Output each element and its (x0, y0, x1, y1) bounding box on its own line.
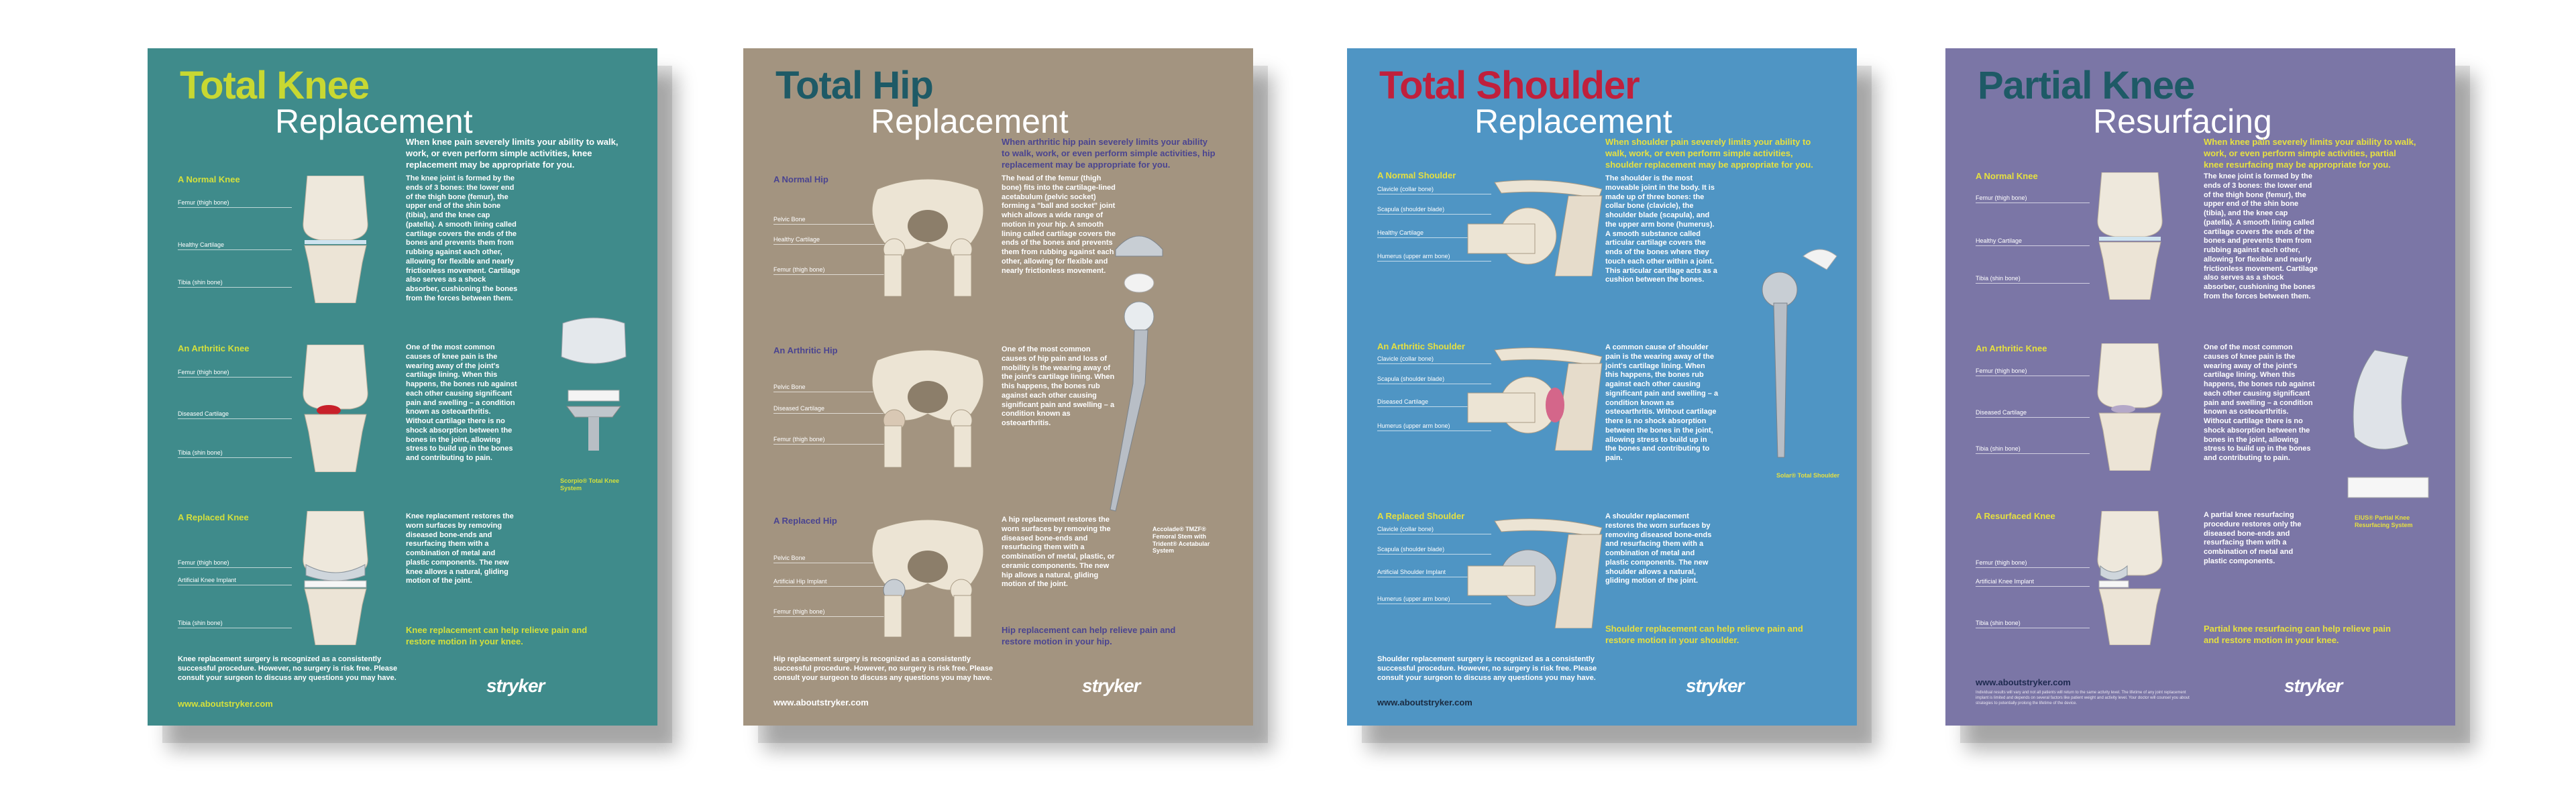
poster-subtitle: Resurfacing (2093, 103, 2272, 140)
implant-caption: Accolade® TMZF® Femoral Stem with Trident® Acetabular System (1152, 526, 1210, 555)
poster-total-hip (743, 48, 1253, 726)
poster-total-shoulder (1347, 48, 1857, 726)
anatomy-label: Tibia (shin bone) (178, 449, 292, 458)
anatomy-label: Clavicle (collar bone) (1377, 355, 1491, 364)
anatomy-label: Femur (thigh bone) (1976, 367, 2090, 376)
section-title: A Normal Knee (1976, 171, 2038, 181)
shoulder-normal-illustration (1454, 176, 1609, 276)
website-url[interactable]: www.aboutstryker.com (1976, 677, 2071, 687)
anatomy-label: Femur (thigh bone) (178, 369, 292, 378)
section-title: An Arthritic Hip (773, 345, 838, 355)
anatomy-label: Tibia (shin bone) (1976, 445, 2090, 454)
intro-text: When knee pain severely limits your ability to walk, work, or even perform simple activities, partial knee resurfacing may be appropriate for you. (2204, 137, 2416, 170)
body-text: One of the most common causes of knee pain is the wearing away of the joint's cartilage lining. When this happens, the bones rub against each other causing significant pain and swelling – a condition known as osteoarthritis. Without cartilage there is no shock absorption between the bones in the joint, allowing stress to build up in the bones and contributing to pain. (2204, 343, 2315, 462)
section-title: A Replaced Hip (773, 516, 837, 526)
knee-normal-illustration (295, 176, 376, 303)
shoulder-arthritic-illustration (1454, 343, 1609, 451)
knee-normal-illustration (2090, 172, 2170, 300)
anatomy-label: Scapula (shoulder blade) (1377, 206, 1491, 215)
closing-statement: Shoulder replacement can help relieve pain and restore motion in your shoulder. (1605, 624, 1803, 645)
body-text: Knee replacement restores the worn surfaces by removing diseased bone-ends and resurfacing them with a combination of metal and plastic components. The new knee allows a natural, gliding motion of the joint. (406, 512, 514, 585)
disclaimer: Hip replacement surgery is recognized as a consistently successful procedure. However, no surgery is risk free. Please consult your surgeon to discuss any questions you may have. (773, 655, 994, 682)
anatomy-label: Pelvic Bone (773, 216, 888, 225)
anatomy-label: Femur (thigh bone) (773, 436, 888, 445)
knee-replaced-illustration (295, 511, 376, 645)
stryker-logo: stryker (2284, 675, 2343, 696)
closing-statement: Partial knee resurfacing can help relieve pain and restore motion in your knee. (2204, 624, 2391, 645)
website-url[interactable]: www.aboutstryker.com (773, 697, 869, 707)
body-text: A common cause of shoulder pain is the wearing away of the joint's cartilage lining. When this happens, the bones rub against each other causing significant pain and swelling – a condition known as osteoarthritis. Without cartilage there is no shock absorption between the bones in the joint, allowing stress to build up in the bones and contributing to pain. (1605, 343, 1719, 462)
anatomy-label: Healthy Cartilage (1377, 229, 1491, 238)
anatomy-label: Tibia (shin bone) (178, 620, 292, 628)
anatomy-label: Healthy Cartilage (1976, 237, 2090, 246)
anatomy-label: Clavicle (collar bone) (1377, 186, 1491, 194)
fine-print: Individual results will vary and not all patients will return to the same activity level. The lifetime of any joint replacement implant is limited and depends on several factors like patient weight and activity level. Your doctor will counsel you about strategies to potentially prolong the lifetime of the device. (1976, 691, 2190, 705)
anatomy-label: Humerus (upper arm bone) (1377, 422, 1491, 431)
body-text: The shoulder is the most moveable joint in the body. It is made up of three bones: the collar bone (clavicle), the shoulder blade (scapula), and the upper arm bone (humerus). A smooth substance called articular cartilage covers the ends of the bones where they touch each other within a joint. This articular cartilage acts as a cushion between the bones. (1605, 174, 1717, 284)
knee-arthritic-illustration (295, 345, 376, 472)
anatomy-label: Diseased Cartilage (178, 410, 292, 419)
closing-statement: Hip replacement can help relieve pain and restore motion in your hip. (1002, 625, 1176, 646)
body-text: The knee joint is formed by the ends of 3 bones: the lower end of the thigh bone (femur), the upper end of the shin bone (tibia), and the knee cap (patella). A smooth lining called cartilage covers the ends of the bones and prevents them from rubbing against each other, allowing for flexible and nearly frictionless movement. Cartilage also serves as a shock absorber, cushioning the bones from the forces between them. (406, 174, 520, 302)
knee-arthritic-illustration (2090, 343, 2170, 471)
anatomy-label: Femur (thigh bone) (178, 559, 292, 568)
poster-partial-knee (1945, 48, 2455, 726)
poster-subtitle: Replacement (1474, 103, 1672, 140)
section-title: A Resurfaced Knee (1976, 511, 2055, 521)
poster-title: Total Hip (775, 64, 933, 107)
anatomy-label: Pelvic Bone (773, 555, 888, 563)
poster-title: Partial Knee (1978, 64, 2195, 107)
body-text: The knee joint is formed by the ends of 3 bones: the lower end of the thigh bone (femur), the upper end of the shin bone (tibia), and the knee cap (patella). A smooth lining called cartilage covers the ends of the bones and prevents them from rubbing against each other, allowing for flexible and nearly frictionless movement. Cartilage also serves as a shock absorber, cushioning the bones from the forces between them. (2204, 172, 2318, 300)
poster-title: Total Shoulder (1379, 64, 1640, 107)
anatomy-label: Femur (thigh bone) (1976, 194, 2090, 203)
anatomy-label: Tibia (shin bone) (1976, 620, 2090, 628)
anatomy-label: Femur (thigh bone) (178, 199, 292, 208)
partial-knee-implant-illustration (2334, 343, 2435, 511)
section-title: A Normal Knee (178, 174, 240, 184)
intro-text: When knee pain severely limits your ability to walk, work, or even perform simple activities, knee replacement may be appropriate for you. (406, 137, 619, 170)
anatomy-label: Artificial Shoulder Implant (1377, 569, 1491, 577)
poster-subtitle: Replacement (275, 103, 473, 140)
shoulder-implant-illustration (1743, 243, 1850, 471)
anatomy-label: Humerus (upper arm bone) (1377, 595, 1491, 604)
implant-caption: Solar® Total Shoulder (1776, 472, 1839, 479)
body-text: A hip replacement restores the worn surfaces by removing the diseased bone-ends and resurfacing them with a combination of metal, plastic, or ceramic components. The new hip allows a natural, gliding motion of the joint. (1002, 516, 1115, 589)
anatomy-label: Humerus (upper arm bone) (1377, 253, 1491, 262)
anatomy-label: Femur (thigh bone) (1976, 559, 2090, 568)
anatomy-label: Tibia (shin bone) (1976, 275, 2090, 284)
section-title: An Arthritic Shoulder (1377, 341, 1465, 351)
hip-implant-illustration (1102, 229, 1176, 538)
hip-normal-illustration (857, 176, 998, 296)
anatomy-label: Artificial Knee Implant (1976, 578, 2090, 587)
body-text: The head of the femur (thigh bone) fits into the cartilage-lined acetabulum (pelvic socket) forming a "ball and socket" joint which allows a wide range of motion in your hip. A smooth lining called cartilage covers the ends of the bones and prevents them from rubbing against each other, allowing for flexible and nearly frictionless movement. (1002, 174, 1116, 275)
poster-subtitle: Replacement (871, 103, 1069, 140)
section-title: A Replaced Shoulder (1377, 511, 1465, 521)
implant-caption: Scorpio® Total Knee System (560, 477, 619, 492)
disclaimer: Knee replacement surgery is recognized as a consistently successful procedure. However, no surgery is risk free. Please consult your surgeon to discuss any questions you may have. (178, 655, 398, 682)
body-text: A shoulder replacement restores the worn surfaces by removing diseased bone-ends and resurfacing them with a combination of metal and plastic components. The new shoulder allows a natural, gliding motion of the joint. (1605, 512, 1712, 585)
anatomy-label: Scapula (shoulder blade) (1377, 546, 1491, 555)
section-title: A Normal Shoulder (1377, 170, 1456, 180)
stryker-logo: stryker (486, 675, 545, 696)
anatomy-label: Healthy Cartilage (773, 236, 888, 245)
poster-total-knee (148, 48, 657, 726)
section-title: An Arthritic Knee (178, 343, 250, 353)
anatomy-label: Femur (thigh bone) (773, 608, 888, 617)
anatomy-label: Femur (thigh bone) (773, 266, 888, 275)
section-title: A Replaced Knee (178, 512, 249, 522)
stryker-logo: stryker (1686, 675, 1744, 696)
implant-caption: EIUS® Partial Knee Resurfacing System (2355, 514, 2413, 528)
section-title: A Normal Hip (773, 174, 828, 184)
anatomy-label: Diseased Cartilage (1377, 398, 1491, 407)
intro-text: When shoulder pain severely limits your ability to walk, work, or even perform simple activities, shoulder replacement may be appropriate for you. (1605, 137, 1813, 170)
knee-implant-illustration (553, 317, 634, 477)
anatomy-label: Artificial Knee Implant (178, 577, 292, 585)
disclaimer: Shoulder replacement surgery is recognized as a consistently successful procedure. However, no surgery is risk free. Please consult your surgeon to discuss any questions you may have. (1377, 655, 1597, 682)
website-url[interactable]: www.aboutstryker.com (178, 699, 273, 709)
anatomy-label: Artificial Hip Implant (773, 578, 888, 587)
intro-text: When arthritic hip pain severely limits your ability to walk, work, or even perform simple activities, hip replacement may be appropriate for you. (1002, 137, 1216, 170)
stryker-logo: stryker (1082, 675, 1140, 696)
anatomy-label: Clavicle (collar bone) (1377, 526, 1491, 534)
hip-replaced-illustration (857, 516, 998, 637)
shoulder-replaced-illustration (1454, 514, 1609, 628)
body-text: One of the most common causes of hip pain and loss of mobility is the wearing away of the joint's cartilage lining. When this happens, the bones rub against each other causing significant pain and swelling – a condition known as osteoarthritis. (1002, 345, 1115, 427)
poster-title: Total Knee (180, 64, 370, 107)
anatomy-label: Tibia (shin bone) (178, 279, 292, 288)
hip-arthritic-illustration (857, 347, 998, 467)
anatomy-label: Healthy Cartilage (178, 241, 292, 250)
anatomy-label: Scapula (shoulder blade) (1377, 376, 1491, 384)
anatomy-label: Pelvic Bone (773, 384, 888, 392)
section-title: An Arthritic Knee (1976, 343, 2047, 353)
anatomy-label: Diseased Cartilage (1976, 409, 2090, 418)
closing-statement: Knee replacement can help relieve pain and restore motion in your knee. (406, 625, 588, 646)
website-url[interactable]: www.aboutstryker.com (1377, 697, 1472, 707)
body-text: A partial knee resurfacing procedure restores only the diseased bone-ends and resurfacing them with a combination of metal and plastic components. (2204, 511, 2302, 565)
body-text: One of the most common causes of knee pain is the wearing away of the joint's cartilage lining. When this happens, the bones rub against each other causing significant pain and swelling – a condition known as osteoarthritis. Without cartilage there is no shock absorption between the bones in the joint, allowing stress to build up in the bones and contributing to pain. (406, 343, 517, 462)
knee-resurfaced-illustration (2090, 511, 2170, 645)
anatomy-label: Diseased Cartilage (773, 405, 888, 414)
